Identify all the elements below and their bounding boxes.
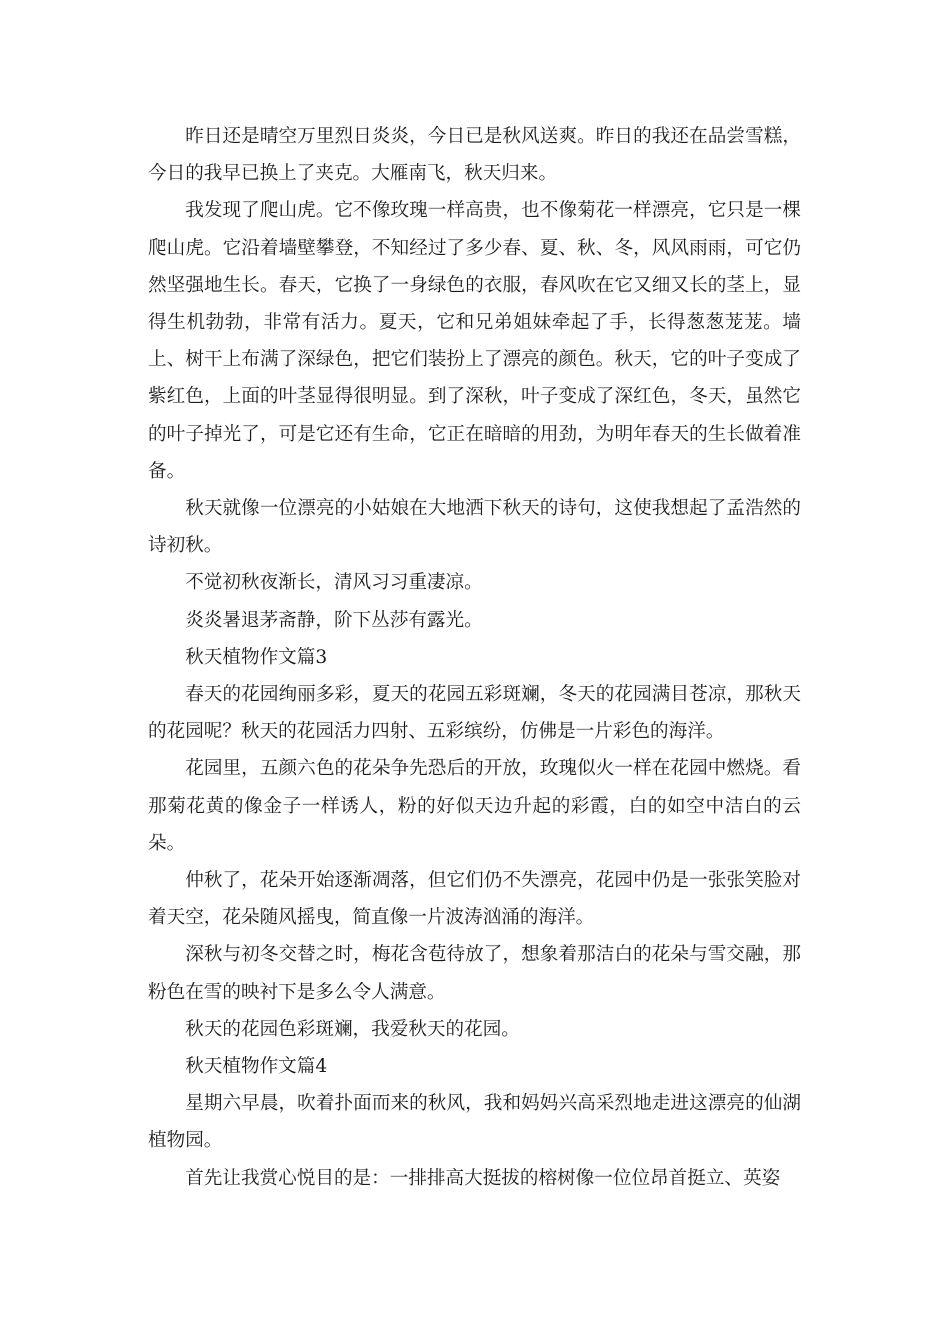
paragraph: 仲秋了，花朵开始逐渐凋落，但它们仍不失漂亮，花园中仍是一张张笑脸对着天空，花朵随风摇曳，简直像一片波涛汹涌的海洋。: [148, 870, 801, 929]
paragraph: 深秋与初冬交替之时，梅花含苞待放了，想象着那洁白的花朵与雪交融，那粉色在雪的映衬下是多么令人满意。: [148, 944, 801, 1003]
document-body: [148, 118, 801, 1197]
paragraph: 秋天的花园色彩斑斓，我爱秋天的花园。: [185, 1018, 520, 1040]
section-heading: 秋天植物作文篇3: [185, 646, 328, 668]
poem-line: 炎炎暑退茅斋静，阶下丛莎有露光。: [185, 609, 483, 631]
paragraph: 我发现了爬山虎。它不像玫瑰一样高贵，也不像菊花一样漂亮，它只是一棵爬山虎。它沿着墙壁攀登，不知经过了多少春、夏、秋、冬，风风雨雨，可它仍然坚强地生长。春天，它换了一身绿色的衣服，春风吹在它又细又长的茎上，显得生机勃勃，非常有活力。夏天，它和兄弟姐妹牵起了手，长得葱葱茏茏。墙上、树干上布满了深绿色，把它们装扮上了漂亮的颜色。秋天，它的叶子变成了紫红色，上面的叶茎显得很明显。到了深秋，叶子变成了深红色，冬天，虽然它的叶子掉光了，可是它还有生命，它正在暗暗的用劲，为明年春天的生长做着准备。: [148, 200, 801, 482]
paragraph: 首先让我赏心悦目的是：一排排高大挺拔的榕树像一位位昂首挺立、英姿: [185, 1167, 781, 1189]
paragraph: 昨日还是晴空万里烈日炎炎，今日已是秋风送爽。昨日的我还在品尝雪糕，今日的我早已换上了夹克。大雁南飞，秋天归来。: [148, 126, 801, 185]
paragraph: 花园里，五颜六色的花朵争先恐后的开放，玫瑰似火一样在花园中燃烧。看那菊花黄的像金子一样诱人，粉的好似天边升起的彩霞，白的如空中洁白的云朵。: [148, 758, 801, 854]
poem-line: 不觉初秋夜渐长，清风习习重凄凉。: [185, 572, 483, 594]
paragraph: 春天的花园绚丽多彩，夏天的花园五彩斑斓，冬天的花园满目苍凉，那秋天的花园呢？秋天的花园活力四射、五彩缤纷，仿佛是一片彩色的海洋。: [148, 684, 801, 743]
paragraph: 秋天就像一位漂亮的小姑娘在大地洒下秋天的诗句，这使我想起了孟浩然的诗初秋。: [148, 498, 801, 557]
paragraph: 星期六早晨，吹着扑面而来的秋风，我和妈妈兴高采烈地走进这漂亮的仙湖植物园。: [148, 1093, 801, 1152]
section-heading: 秋天植物作文篇4: [185, 1056, 328, 1078]
